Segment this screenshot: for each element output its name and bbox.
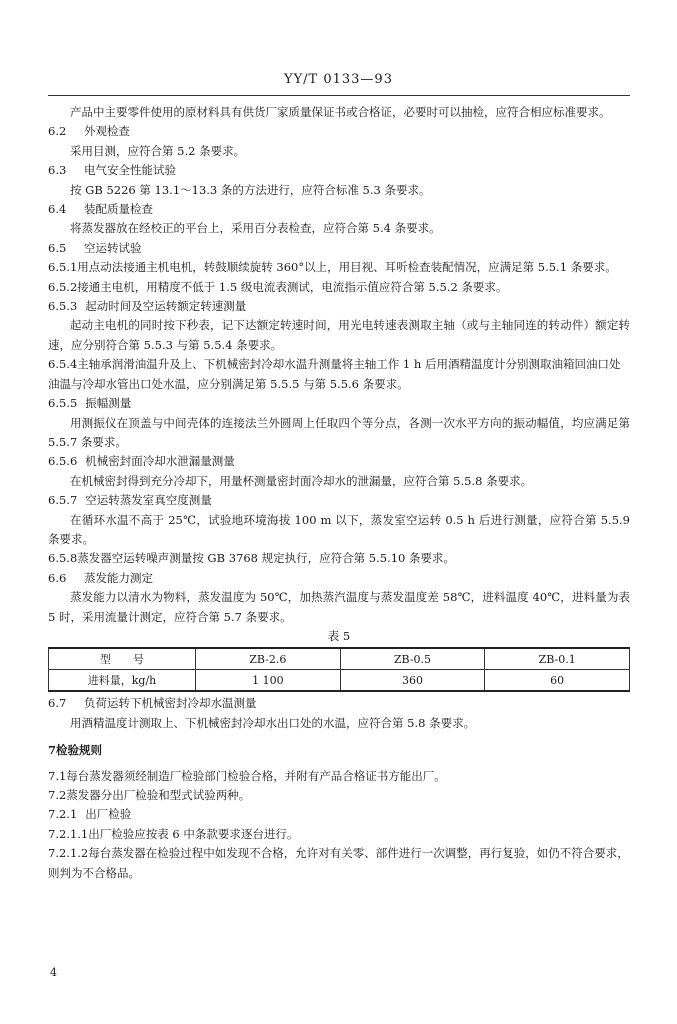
heading-6-2: 6.2 外观检查 <box>48 124 130 139</box>
heading-6-5: 6.5 空运转试验 <box>48 240 142 255</box>
clause-6-5-1: 6.5.1用点动法接通主机电机，转鼓顺续旋转 360°以上，用目视、耳听检查装配情况，应满足第 5.5.1 条要求。 <box>48 260 617 275</box>
body-6-5-5: 用测振仪在顶盖与中间壳体的连接法兰外圆周上任取四个等分点，各测一次水平方向的振动幅值，均应满足第 5.5.7 条要求。 <box>48 415 630 449</box>
table-cell: 1 100 <box>196 670 341 692</box>
table-header-cell: ZB-0.5 <box>340 648 485 670</box>
heading-6-5-5: 6.5.5 振幅测量 <box>48 396 132 411</box>
clause-6-5-4: 6.5.4主轴承润滑油温升及上、下机械密封冷却水温升测量将主轴工作 1 h 后用酒精温度计分别测取油箱回油口处油温与冷却水管出口处水温，应分别满足第 5.5.5 与第 5.5.6 条要求。 <box>48 357 621 391</box>
clause-7-2-1-1: 7.2.1.1出厂检验应按表 6 中条款要求逐台进行。 <box>48 826 299 841</box>
table-header-row <box>49 648 630 670</box>
heading-7: 7检验规则 <box>48 743 103 758</box>
table-cell: 360 <box>340 670 485 692</box>
clause-6-5-2: 6.5.2接通主电机，用精度不低于 1.5 级电流表测试，电流指示值应符合第 5.5.2 条要求。 <box>48 279 508 294</box>
body-6-2: 采用目测，应符合第 5.2 条要求。 <box>70 143 246 158</box>
page-number: 4 <box>50 966 57 979</box>
table-header-cell: ZB-2.6 <box>196 648 341 670</box>
heading-6-5-6: 6.5.6 机械密封面冷却水泄漏量测量 <box>48 454 235 469</box>
body-6-5-7: 在循环水温不高于 25℃，试验地环境海拔 100 m 以下，蒸发室空运转 0.5 h 后进行测量，应符合第 5.5.9 条要求。 <box>48 512 630 546</box>
heading-6-6: 6.6 蒸发能力测定 <box>48 570 153 585</box>
intro-paragraph: 产品中主要零件使用的原材料具有供货厂家质量保证书或合格证，必要时可以抽检，应符合相应标准要求。 <box>70 105 611 119</box>
body-6-6: 蒸发能力以清水为物料，蒸发温度为 50℃，加热蒸汽温度与蒸发温度差 58℃，进料温度 40℃，进料量为表 5 时，采用流量计测定，应符合第 5.7 条要求。 <box>48 590 630 624</box>
heading-6-4: 6.4 装配质量检查 <box>48 202 153 217</box>
table-header-cell: ZB-0.1 <box>485 648 630 670</box>
clause-7-2: 7.2蒸发器分出厂检验和型式试验两种。 <box>48 788 251 802</box>
table-row <box>49 670 630 692</box>
heading-6-5-3: 6.5.3 起动时间及空运转额定转速测量 <box>48 299 247 314</box>
body-6-5-6: 在机械密封得到充分冷却下，用量杯测量密封面冷却水的泄漏量，应符合第 5.5.8 条要求。 <box>70 473 533 488</box>
header-rule <box>48 95 630 96</box>
document-body <box>48 103 630 883</box>
heading-6-5-7: 6.5.7 空运转蒸发室真空度测量 <box>48 493 212 508</box>
body-6-7: 用酒精温度计测取上、下机械密封冷却水出口处的水温，应符合第 5.8 条要求。 <box>70 715 476 730</box>
heading-7-2-1: 7.2.1 出厂检验 <box>48 807 132 822</box>
body-6-3: 按 GB 5226 第 13.1～13.3 条的方法进行，应符合标准 5.3 条要求。 <box>70 182 431 197</box>
heading-6-3: 6.3 电气安全性能试验 <box>48 163 176 178</box>
clause-7-1: 7.1每台蒸发器须经制造厂检验部门检验合格，并附有产品合格证书方能出厂。 <box>48 768 446 783</box>
table-cell: 60 <box>485 670 630 692</box>
clause-7-2-1-2: 7.2.1.2每台蒸发器在检验过程中如发现不合格，允许对有关零、部件进行一次调整，再行复验，如仍不符合要求，则判为不合格品。 <box>48 846 629 880</box>
table-header-cell: 型 号 <box>49 648 196 670</box>
body-6-5-3: 起动主电机的同时按下秒表，记下达额定转速时间，用光电转速表测取主轴（或与主轴同连的转动件）额定转速，应分别符合第 5.5.3 与第 5.5.4 条要求。 <box>48 318 630 352</box>
clause-6-5-8: 6.5.8蒸发器空运转噪声测量按 GB 3768 规定执行，应符合第 5.5.10 条要求。 <box>48 551 456 566</box>
page-header: YY/T 0133—93 <box>284 72 393 87</box>
body-6-4: 将蒸发器放在经校正的平台上，采用百分表检查，应符合第 5.4 条要求。 <box>70 221 441 236</box>
table-cell: 进料量，kg/h <box>49 670 196 692</box>
table-5 <box>48 647 630 692</box>
table-caption: 表 5 <box>327 628 351 643</box>
heading-6-7: 6.7 负荷运转下机械密封冷却水温测量 <box>48 696 257 711</box>
